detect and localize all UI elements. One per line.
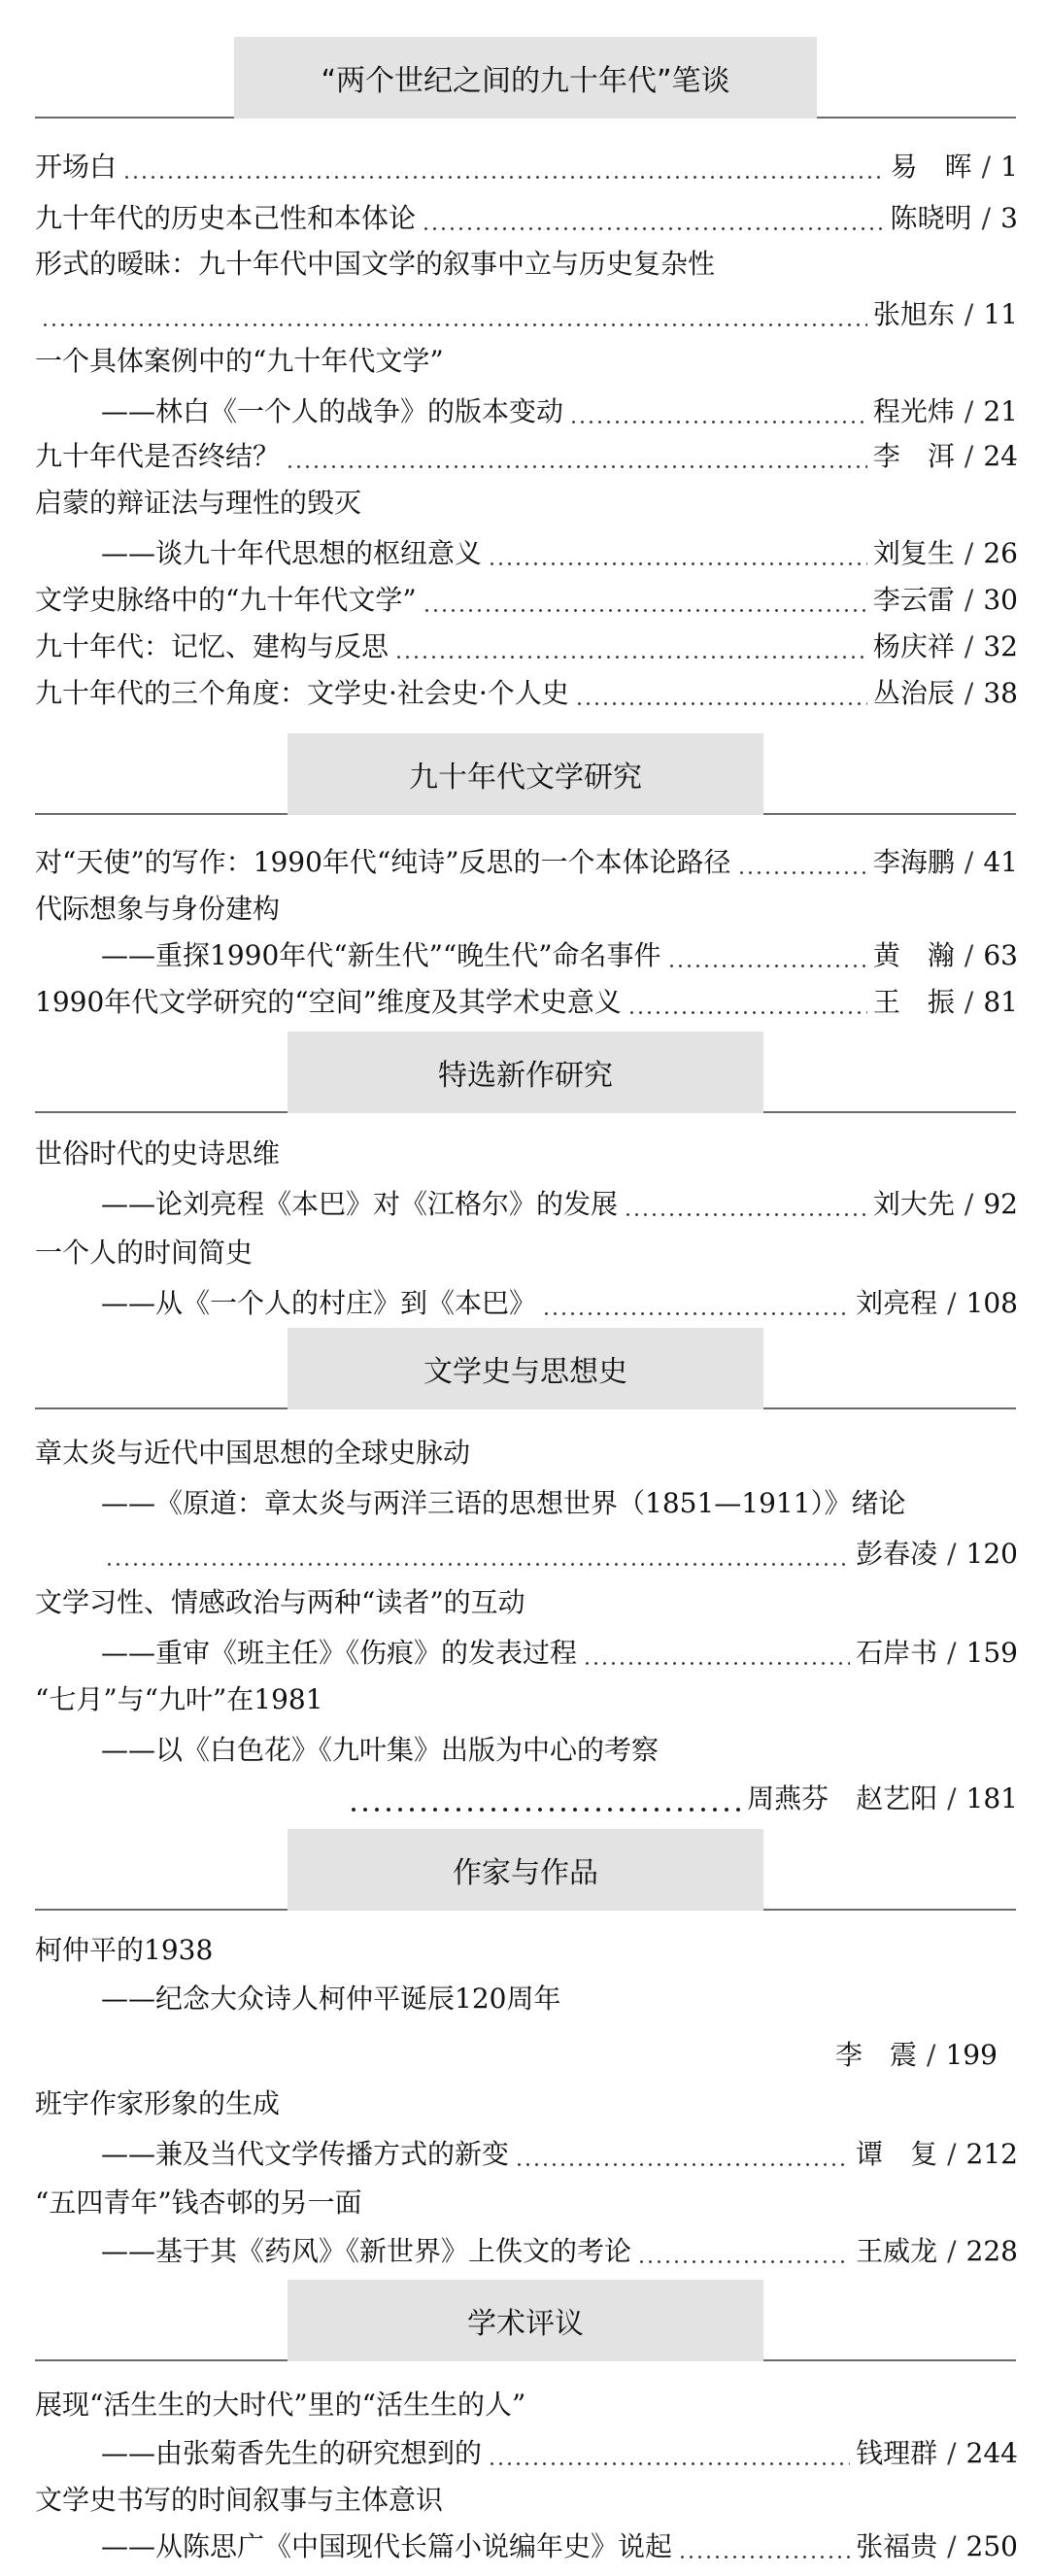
toc-entry[interactable]: [342, 1778, 1018, 1820]
entry-title: 一个具体案例中的“九十年代文学”: [35, 345, 444, 377]
entry-title: 班宇作家形象的生成: [35, 2087, 281, 2119]
page-separator: /: [964, 846, 974, 878]
toc-entry[interactable]: [35, 2432, 1018, 2475]
dot-leader: [41, 293, 867, 336]
entry-page: 11: [983, 298, 1018, 330]
dot-leader: [122, 146, 885, 188]
entry-title: 开场白: [35, 151, 118, 183]
entry-author: 谭 复: [856, 2138, 938, 2170]
toc-entry[interactable]: [35, 626, 1018, 668]
entry-author: 刘亮程: [856, 1287, 938, 1319]
toc-entry[interactable]: [35, 2525, 1018, 2568]
toc-entry[interactable]: [35, 146, 1018, 188]
dot-leader: [348, 1778, 741, 1820]
entry-author: 易 晖: [890, 151, 972, 183]
page-separator: /: [947, 2437, 957, 2469]
section-heading: 文学史与思想史: [288, 1328, 763, 1409]
toc-entry-title-line[interactable]: [35, 2083, 1018, 2125]
section-heading: 作家与作品: [288, 1829, 763, 1911]
toc-entry[interactable]: [35, 532, 1018, 575]
toc-entry-title-line[interactable]: [35, 2479, 1018, 2522]
dot-leader: [667, 934, 867, 977]
entry-subtitle: ——纪念大众诗人柯仲平诞辰120周年: [101, 1983, 561, 2015]
entry-author: 李海鹏: [872, 846, 955, 878]
page-separator: /: [964, 440, 974, 472]
entry-author: 周燕芬 赵艺阳: [747, 1782, 938, 1814]
entry-subtitle: ——从《一个人的村庄》到《本巴》: [101, 1287, 537, 1319]
section-header: [35, 37, 1016, 120]
page-separator: /: [947, 2530, 957, 2562]
toc-entry-title-line[interactable]: [35, 1133, 1018, 1175]
page-separator: /: [964, 395, 974, 427]
entry-page: 212: [965, 2138, 1018, 2170]
page-separator: /: [964, 1188, 974, 1220]
entry-author: 李云雷: [872, 584, 955, 616]
toc-entry[interactable]: [835, 2034, 1018, 2077]
toc-entry-title-line[interactable]: [35, 2182, 1018, 2224]
dot-leader: [575, 672, 867, 715]
entry-subtitle: ——兼及当代文学传播方式的新变: [101, 2138, 510, 2170]
dot-leader: [737, 841, 867, 884]
page-separator: /: [964, 298, 974, 330]
toc-entry-title-line[interactable]: [35, 1232, 1018, 1274]
page-separator: /: [947, 1782, 957, 1814]
entry-title: 1990年代文学研究的“空间”维度及其学术史意义: [35, 986, 622, 1018]
entry-title: 代际想象与身份建构: [35, 893, 281, 925]
section-header: [35, 2280, 1016, 2363]
entry-title: 九十年代是否终结？: [35, 440, 281, 472]
entry-subtitle: ——从陈思广《中国现代长篇小说编年史》说起: [101, 2530, 673, 2562]
entry-author: 彭春凌: [856, 1538, 938, 1570]
toc-entry[interactable]: [35, 293, 1018, 336]
dot-leader: [488, 2432, 850, 2475]
entry-page: 250: [965, 2530, 1018, 2562]
page-separator: /: [947, 2235, 957, 2267]
page-separator: /: [964, 677, 974, 709]
section-heading: “两个世纪之间的九十年代”笔谈: [234, 37, 817, 119]
entry-author: 刘复生: [872, 537, 955, 569]
entry-author: 石岸书: [856, 1637, 938, 1669]
entry-subtitle: ——以《白色花》《九叶集》出版为中心的考察: [101, 1734, 660, 1766]
entry-page: 24: [983, 440, 1018, 472]
entry-title: 柯仲平的1938: [35, 1934, 214, 1966]
page-separator: /: [947, 1637, 957, 1669]
toc-entry[interactable]: [35, 841, 1018, 884]
dot-leader: [542, 1282, 850, 1325]
entry-page: 181: [965, 1782, 1018, 1814]
toc-entry[interactable]: [35, 435, 1018, 478]
entry-page: 38: [983, 677, 1018, 709]
entry-subtitle: ——林白《一个人的战争》的版本变动: [101, 395, 564, 427]
section-header: [35, 733, 1016, 817]
entry-title: 文学史脉络中的“九十年代文学”: [35, 584, 417, 616]
page-separator: /: [947, 2138, 957, 2170]
page-separator: /: [981, 202, 991, 234]
toc-entry[interactable]: [35, 934, 1018, 977]
entry-page: 81: [983, 986, 1018, 1018]
toc-entry-subtitle-line[interactable]: [35, 1482, 1018, 1525]
entry-page: 3: [1000, 202, 1018, 234]
dot-leader: [569, 390, 867, 433]
section-heading: 特选新作研究: [288, 1032, 763, 1113]
toc-entry-title-line[interactable]: [35, 1581, 1018, 1624]
toc-entry-title-line[interactable]: [35, 482, 1018, 525]
toc-entry-title-line[interactable]: [35, 340, 1018, 383]
entry-title: 文学习性、情感政治与两种“读者”的互动: [35, 1586, 525, 1618]
entry-page: 32: [983, 630, 1018, 662]
entry-subtitle: ——基于其《药风》《新世界》上佚文的考论: [101, 2235, 632, 2267]
entry-subtitle: ——由张菊香先生的研究想到的: [101, 2437, 483, 2469]
page-separator: /: [964, 537, 974, 569]
entry-author: 王威龙: [856, 2235, 938, 2267]
entry-author: 陈晓明: [890, 202, 972, 234]
entry-title: “七月”与“九叶”在1981: [35, 1683, 323, 1715]
toc-entry-title-line[interactable]: [35, 1432, 1018, 1474]
toc-entry[interactable]: [35, 672, 1018, 715]
entry-title: 展现“活生生的大时代”里的“活生生的人”: [35, 2389, 526, 2421]
entry-author: 黄 瀚: [872, 939, 955, 971]
dot-leader: [394, 626, 867, 668]
entry-title: 启蒙的辩证法与理性的毁灭: [35, 487, 362, 519]
entry-page: 159: [965, 1637, 1018, 1669]
toc-entry[interactable]: [35, 1282, 1018, 1325]
toc-entry-title-line[interactable]: [35, 1678, 1018, 1721]
entry-page: 26: [983, 537, 1018, 569]
toc-entry[interactable]: [35, 1632, 1018, 1675]
entry-title: 九十年代：记忆、建构与反思: [35, 630, 389, 662]
section-heading: 学术评议: [288, 2280, 763, 2361]
section-header: [35, 1829, 1016, 1913]
entry-title: 对“天使”的写作：1990年代“纯诗”反思的一个本体论路径: [35, 846, 731, 878]
toc-entry-subtitle-line[interactable]: [35, 1978, 1018, 2020]
toc-entry-title-line[interactable]: [35, 1929, 1018, 1972]
entry-author: 丛治辰: [872, 677, 955, 709]
entry-page: 21: [983, 395, 1018, 427]
dot-leader: [105, 1533, 850, 1576]
toc-entry-subtitle-line[interactable]: [35, 1729, 1018, 1772]
entry-subtitle: ——重审《班主任》《伤痕》的发表过程: [101, 1637, 578, 1669]
entry-author: 李 震: [835, 2039, 918, 2071]
entry-subtitle: ——重探1990年代“新生代”“晚生代”命名事件: [101, 939, 661, 971]
entry-author: 程光炜: [872, 395, 955, 427]
dot-leader: [624, 1183, 867, 1226]
page-separator: /: [927, 2039, 936, 2071]
entry-page: 1: [1000, 151, 1018, 183]
entry-title: “五四青年”钱杏邨的另一面: [35, 2186, 362, 2219]
dot-leader: [583, 1632, 850, 1675]
entry-author: 王 振: [872, 986, 955, 1018]
dot-leader: [637, 2230, 850, 2273]
toc-entry-title-line[interactable]: [35, 243, 1018, 286]
entry-title: 世俗时代的史诗思维: [35, 1137, 281, 1169]
entry-author: 张旭东: [872, 298, 955, 330]
toc-entry[interactable]: [35, 579, 1018, 622]
toc-entry[interactable]: [35, 2133, 1018, 2176]
section-header: [35, 1032, 1016, 1115]
entry-author: 张福贵: [856, 2530, 938, 2562]
entry-page: 120: [965, 1538, 1018, 1570]
dot-leader: [286, 435, 867, 478]
toc-entry[interactable]: [99, 1533, 1018, 1576]
toc-entry[interactable]: [35, 1183, 1018, 1226]
dot-leader: [678, 2525, 850, 2568]
entry-title: 九十年代的历史本己性和本体论: [35, 202, 417, 234]
page-separator: /: [964, 986, 974, 1018]
entry-author: 李 洱: [872, 440, 955, 472]
entry-page: 199: [945, 2039, 998, 2071]
entry-title: 形式的暧昧：九十年代中国文学的叙事中立与历史复杂性: [35, 248, 716, 280]
dot-leader: [515, 2133, 850, 2176]
toc-entry-title-line[interactable]: [35, 888, 1018, 931]
entry-page: 41: [983, 846, 1018, 878]
section-header: [35, 1328, 1016, 1411]
entry-subtitle: ——《原道：章太炎与两洋三语的思想世界（1851—1911）》绪论: [101, 1487, 906, 1519]
toc-entry[interactable]: [35, 197, 1018, 240]
entry-page: 30: [983, 584, 1018, 616]
dot-leader: [422, 197, 885, 240]
dot-leader: [627, 981, 867, 1024]
entry-page: 244: [965, 2437, 1018, 2469]
entry-page: 108: [965, 1287, 1018, 1319]
page-separator: /: [947, 1538, 957, 1570]
page-separator: /: [947, 1287, 957, 1319]
entry-title: 九十年代的三个角度：文学史·社会史·个人史: [35, 677, 569, 709]
page-separator: /: [964, 939, 974, 971]
section-heading: 九十年代文学研究: [288, 733, 763, 815]
page-separator: /: [981, 151, 991, 183]
entry-page: 228: [965, 2235, 1018, 2267]
toc-entry-title-line[interactable]: [35, 2384, 1018, 2426]
entry-title: 文学史书写的时间叙事与主体意识: [35, 2484, 444, 2516]
page-separator: /: [964, 584, 974, 616]
entry-author: 杨庆祥: [872, 630, 955, 662]
dot-leader: [488, 532, 867, 575]
dot-leader: [423, 579, 867, 622]
entry-page: 63: [983, 939, 1018, 971]
toc-entry[interactable]: [35, 390, 1018, 433]
toc-entry[interactable]: [35, 2230, 1018, 2273]
entry-title: 章太炎与近代中国思想的全球史脉动: [35, 1437, 471, 1469]
entry-author: 钱理群: [856, 2437, 938, 2469]
entry-author: 刘大先: [872, 1188, 955, 1220]
entry-subtitle: ——论刘亮程《本巴》对《江格尔》的发展: [101, 1188, 619, 1220]
toc-entry[interactable]: [35, 981, 1018, 1024]
page-separator: /: [964, 630, 974, 662]
entry-page: 92: [983, 1188, 1018, 1220]
entry-subtitle: ——谈九十年代思想的枢纽意义: [101, 537, 483, 569]
entry-title: 一个人的时间简史: [35, 1237, 254, 1269]
